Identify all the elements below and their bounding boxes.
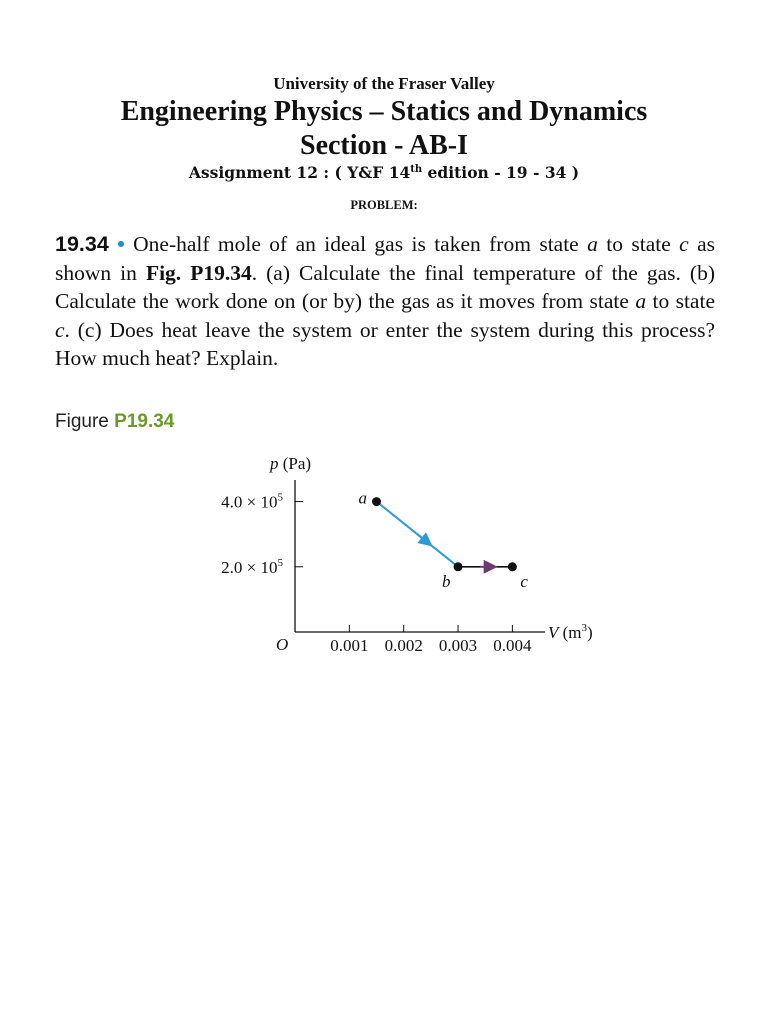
problem-t1: One-half mole of an ideal gas is taken from state xyxy=(124,232,588,256)
assignment-pre: Assignment 12 : ( Y&F 14 xyxy=(188,163,411,182)
assignment-post: edition - 19 - 34 ) xyxy=(422,163,580,182)
state-c-ref-2: c xyxy=(55,317,65,342)
x-axis-label: V $(m^3)$ xyxy=(548,622,593,642)
point-label-a: a xyxy=(358,488,368,508)
state-c-ref: c xyxy=(679,232,689,256)
point-c xyxy=(508,562,517,571)
figure-caption-number: P19.34 xyxy=(114,411,175,432)
problem-t3: as shown in xyxy=(55,232,715,285)
difficulty-bullet: • xyxy=(117,232,125,256)
state-a-ref-2: a xyxy=(635,289,647,314)
problem-t4: . (a) Calculate the final temperature of the gas. (b) Calculate the work done on (or by) the gas as it moves from state xyxy=(55,260,716,314)
problem-number: 19.34 xyxy=(55,232,109,256)
course-title: Engineering Physics – Statics and Dynamics xyxy=(120,96,648,127)
assignment-sup: th xyxy=(410,163,423,175)
x-tick-label-4: 0.004 xyxy=(493,636,532,655)
problem-label: PROBLEM: xyxy=(350,198,418,212)
pv-diagram xyxy=(0,440,768,670)
problem-text xyxy=(55,230,715,373)
point-b xyxy=(454,562,463,571)
problem-t6: . (c) Does heat leave the system or enter the system during this process? How much heat? Explain. xyxy=(55,317,715,371)
x-tick-label-1: 0.001 xyxy=(330,636,369,655)
x-tick-label-2: 0.002 xyxy=(384,636,423,655)
arrow-a-to-b xyxy=(417,534,427,542)
y-axis-label: p (Pa) xyxy=(270,454,312,473)
problem-t5: to state xyxy=(646,289,715,314)
path-a-to-b xyxy=(377,502,459,567)
process-paths xyxy=(377,502,513,567)
x-ticks xyxy=(330,625,532,655)
state-points xyxy=(359,489,529,591)
section-title: Section - AB-I xyxy=(300,130,468,161)
origin-label: O xyxy=(276,635,289,654)
point-label-b: b xyxy=(442,571,451,591)
assignment-line xyxy=(0,163,768,182)
university-name: University of the Fraser Valley xyxy=(273,74,495,93)
y-tick-label-2: $2.0 \times 10^5$ xyxy=(221,556,283,577)
figure-caption xyxy=(55,411,174,433)
figure-ref: Fig. P19.34 xyxy=(145,260,252,285)
point-label-c: c xyxy=(520,571,528,591)
y-ticks xyxy=(221,492,303,577)
problem-t2: to state xyxy=(597,232,680,256)
x-tick-label-3: 0.003 xyxy=(438,636,478,655)
y-tick-label-1: $4.0 \times 10^5$ xyxy=(221,491,283,512)
figure-caption-word: Figure xyxy=(55,411,115,432)
state-a-ref: a xyxy=(587,232,598,256)
point-a xyxy=(372,497,381,506)
